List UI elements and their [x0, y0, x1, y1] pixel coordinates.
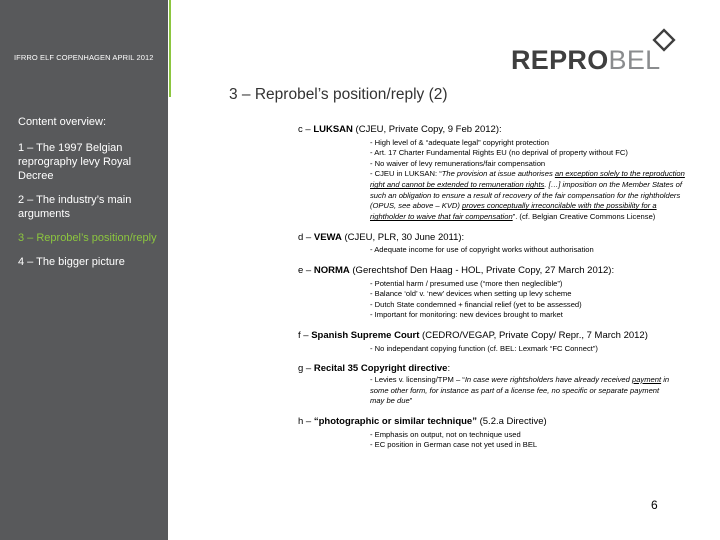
accent-divider	[169, 0, 171, 97]
section-vewa	[298, 232, 710, 256]
section-spanish-supreme-court	[298, 330, 710, 354]
bullet-item: - Emphasis on output, not on technique used	[370, 429, 521, 439]
bullet-item: - Dutch State condemned + financial relief (yet to be assessed)	[370, 299, 582, 309]
section-heading: c – LUKSAN (CJEU, Private Copy, 9 Feb 2012):	[298, 124, 502, 135]
overview-item-2[interactable]: 2 – The industry’s main arguments	[18, 194, 132, 220]
section-heading: g – Recital 35 Copyright directive:	[298, 363, 451, 375]
overview-heading: Content overview:	[18, 116, 107, 128]
luksan-quote: - CJEU in LUKSAN: “The provision at issue authorises an exception solely to the reproduction right and cannot be extended to remuneration rights. […] imposition on the Member States of such an obligation to ensure a result of recovery of the fair compensation for the rightholders (OPUS, see above – KVD) proves conceptually irreconcilable with the possibility for a rightholder to waive that fair compensation”. (cf. Belgian Creative Commons License)	[370, 169, 685, 222]
logo-wordmark: REPROBEL	[511, 45, 661, 75]
section-photographic-technique	[298, 416, 710, 451]
bullet-item: - Potential harm / presumed use (“more then negleclible”)	[370, 278, 563, 288]
bullet-item: - Important for monitoring: new devices brought to market	[370, 310, 563, 320]
bullet-item: - Adequate income for use of copyright works without authorisation	[370, 245, 594, 255]
bullet-item: - No independant copying function (cf. BEL: Lexmark “FC Connect”)	[370, 343, 598, 353]
page-number: 6	[651, 498, 658, 512]
bullet-item: - EC position in German case not yet used in BEL	[370, 440, 538, 450]
section-heading: h – “photographic or similar technique” (5.2.a Directive)	[298, 415, 547, 427]
overview-item-3-active[interactable]: 3 – Reprobel’s position/reply	[18, 232, 157, 244]
overview-item-4[interactable]: 4 – The bigger picture	[18, 256, 125, 268]
event-label: IFRRO ELF COPENHAGEN APRIL 2012	[14, 53, 154, 62]
bullet-list	[370, 138, 710, 170]
bullet-list	[370, 245, 710, 256]
bullet-item: - Art. 17 Charter Fundamental Rights EU (no deprival of property without FC)	[370, 148, 628, 158]
diamond-logo-icon	[652, 28, 676, 52]
content-overview	[18, 115, 158, 279]
section-norma	[298, 265, 710, 321]
section-luksan	[298, 124, 710, 223]
slide-title: 3 – Reprobel’s position/reply (2)	[229, 86, 448, 103]
section-heading: f – Spanish Supreme Court (CEDRO/VEGAP, Private Copy/ Repr., 7 March 2012)	[298, 330, 648, 342]
section-recital-35	[298, 363, 710, 407]
bullet-list	[370, 344, 710, 355]
section-heading: e – NORMA (Gerechtshof Den Haag - HOL, Private Copy, 27 March 2012):	[298, 265, 615, 277]
reprobel-logo	[511, 28, 691, 80]
recital-quote: - Levies v. licensing/TPM – “In case were rightsholders have already received payment in some other form, for instance as part of a license fee, no specific or separate payment may be due”	[370, 374, 670, 406]
bullet-item: - No waiver of levy remunerations/fair compensation	[370, 158, 546, 168]
bullet-item: - High level of & “adequate legal” copyright protection	[370, 137, 549, 147]
bullet-list	[370, 279, 710, 321]
overview-item-1[interactable]: 1 – The 1997 Belgian reprography levy Royal Decree	[18, 142, 132, 182]
bullet-item: - Balance ‘old’ v. ‘new’ devices when setting up levy scheme	[370, 289, 572, 299]
main-content	[298, 124, 710, 460]
section-heading: d – VEWA (CJEU, PLR, 30 June 2011):	[298, 231, 465, 243]
bullet-list	[370, 430, 710, 451]
